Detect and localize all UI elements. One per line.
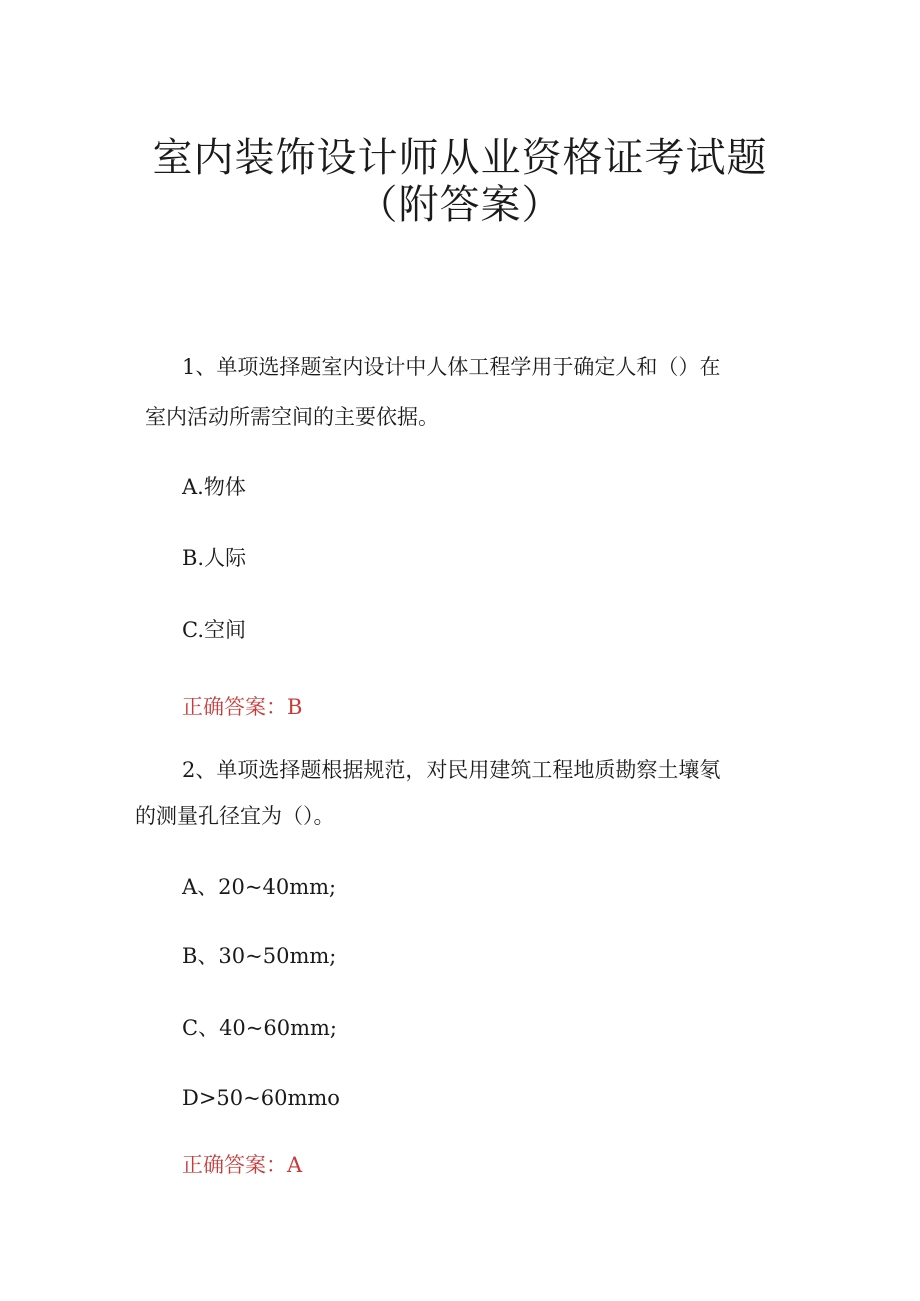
question-2-option-c: C、40~60mm; [182, 1016, 338, 1040]
question-1-answer: 正确答案：B [182, 695, 303, 719]
question-2-answer: 正确答案：A [182, 1153, 303, 1177]
question-2-option-a: A、20~40mm; [182, 875, 337, 899]
document-title: 室内装饰设计师从业资格证考试题 [152, 135, 768, 181]
question-2-stem-line1: 2、单项选择题根据规范，对民用建筑工程地质勘察土壤氡 [182, 758, 721, 782]
question-2-option-d: D>50~60mmo [182, 1086, 340, 1110]
question-1-option-a: A.物体 [182, 475, 246, 499]
question-1-stem-line1: 1、单项选择题室内设计中人体工程学用于确定人和（）在 [182, 355, 721, 379]
question-2-stem-line2: 的测量孔径宜为（）。 [135, 804, 335, 828]
question-1-option-b: B.人际 [182, 546, 247, 570]
question-2-option-b: B、30~50mm; [182, 944, 337, 968]
question-1-stem-line2: 室内活动所需空间的主要依据。 [145, 405, 439, 429]
question-1-option-c: C.空间 [182, 618, 246, 642]
document-subtitle: （附答案） [357, 182, 563, 228]
